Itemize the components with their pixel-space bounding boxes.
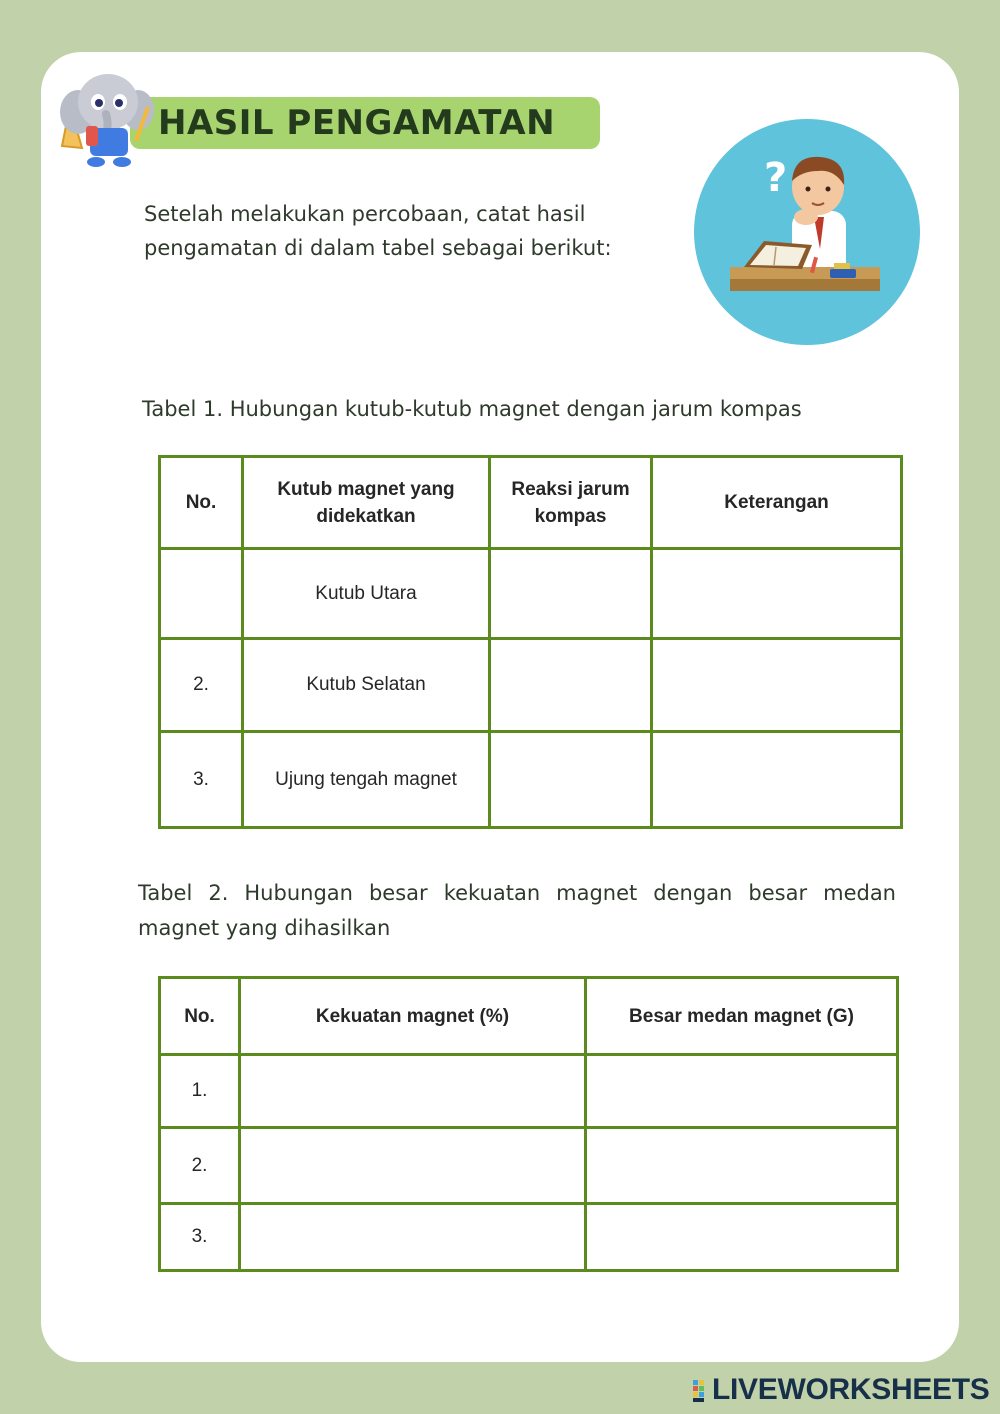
page-title: HASIL PENGAMATAN: [158, 103, 556, 143]
strength-cell[interactable]: [240, 1204, 586, 1271]
table-row: [160, 1128, 898, 1204]
svg-text:?: ?: [764, 155, 788, 201]
table-row: [160, 732, 902, 828]
liveworksheets-logo-icon: [692, 1379, 712, 1403]
magnet-strength-table: [158, 976, 899, 1272]
table-row: [160, 1204, 898, 1271]
column-header-reaction: Reaksi jarum kompas: [490, 457, 652, 549]
row-number: [160, 549, 243, 639]
column-header-no: No.: [160, 457, 243, 549]
column-header-pole: Kutub magnet yang didekatkan: [243, 457, 490, 549]
intro-text: Setelah melakukan percobaan, catat hasil pengamatan di dalam tabel sebagai berikut:: [144, 202, 612, 260]
notes-cell[interactable]: [652, 639, 902, 732]
pole-name: Kutub Selatan: [243, 639, 490, 732]
notes-cell[interactable]: [652, 549, 902, 639]
table-header-row: [160, 978, 898, 1055]
thinking-student-icon: [694, 119, 920, 345]
row-number: 3.: [160, 732, 243, 828]
reaction-cell[interactable]: [490, 732, 652, 828]
reaction-cell[interactable]: [490, 549, 652, 639]
table2-caption: Tabel 2. Hubungan besar kekuatan magnet dengan besar medan magnet yang dihasilkan: [138, 881, 896, 940]
notes-cell[interactable]: [652, 732, 902, 828]
table-row: [160, 549, 902, 639]
column-header-no: No.: [160, 978, 240, 1055]
field-cell[interactable]: [586, 1204, 898, 1271]
strength-cell[interactable]: [240, 1055, 586, 1128]
table-header-row: [160, 457, 902, 549]
elephant-mascot-icon: [56, 66, 166, 172]
pole-name: Kutub Utara: [243, 549, 490, 639]
field-cell[interactable]: [586, 1128, 898, 1204]
row-number: 2.: [160, 1128, 240, 1204]
table1-caption: Tabel 1. Hubungan kutub-kutub magnet dengan jarum kompas: [142, 397, 802, 421]
magnet-pole-table: [158, 455, 903, 829]
reaction-cell[interactable]: [490, 639, 652, 732]
brand-name: LIVEWORKSHEETS: [712, 1373, 990, 1406]
pole-name: Ujung tengah magnet: [243, 732, 490, 828]
table-row: [160, 639, 902, 732]
row-number: 2.: [160, 639, 243, 732]
row-number: 3.: [160, 1204, 240, 1271]
column-header-notes: Keterangan: [652, 457, 902, 549]
row-number: 1.: [160, 1055, 240, 1128]
column-header-strength: Kekuatan magnet (%): [240, 978, 586, 1055]
strength-cell[interactable]: [240, 1128, 586, 1204]
field-cell[interactable]: [586, 1055, 898, 1128]
column-header-field: Besar medan magnet (G): [586, 978, 898, 1055]
table-row: [160, 1055, 898, 1128]
